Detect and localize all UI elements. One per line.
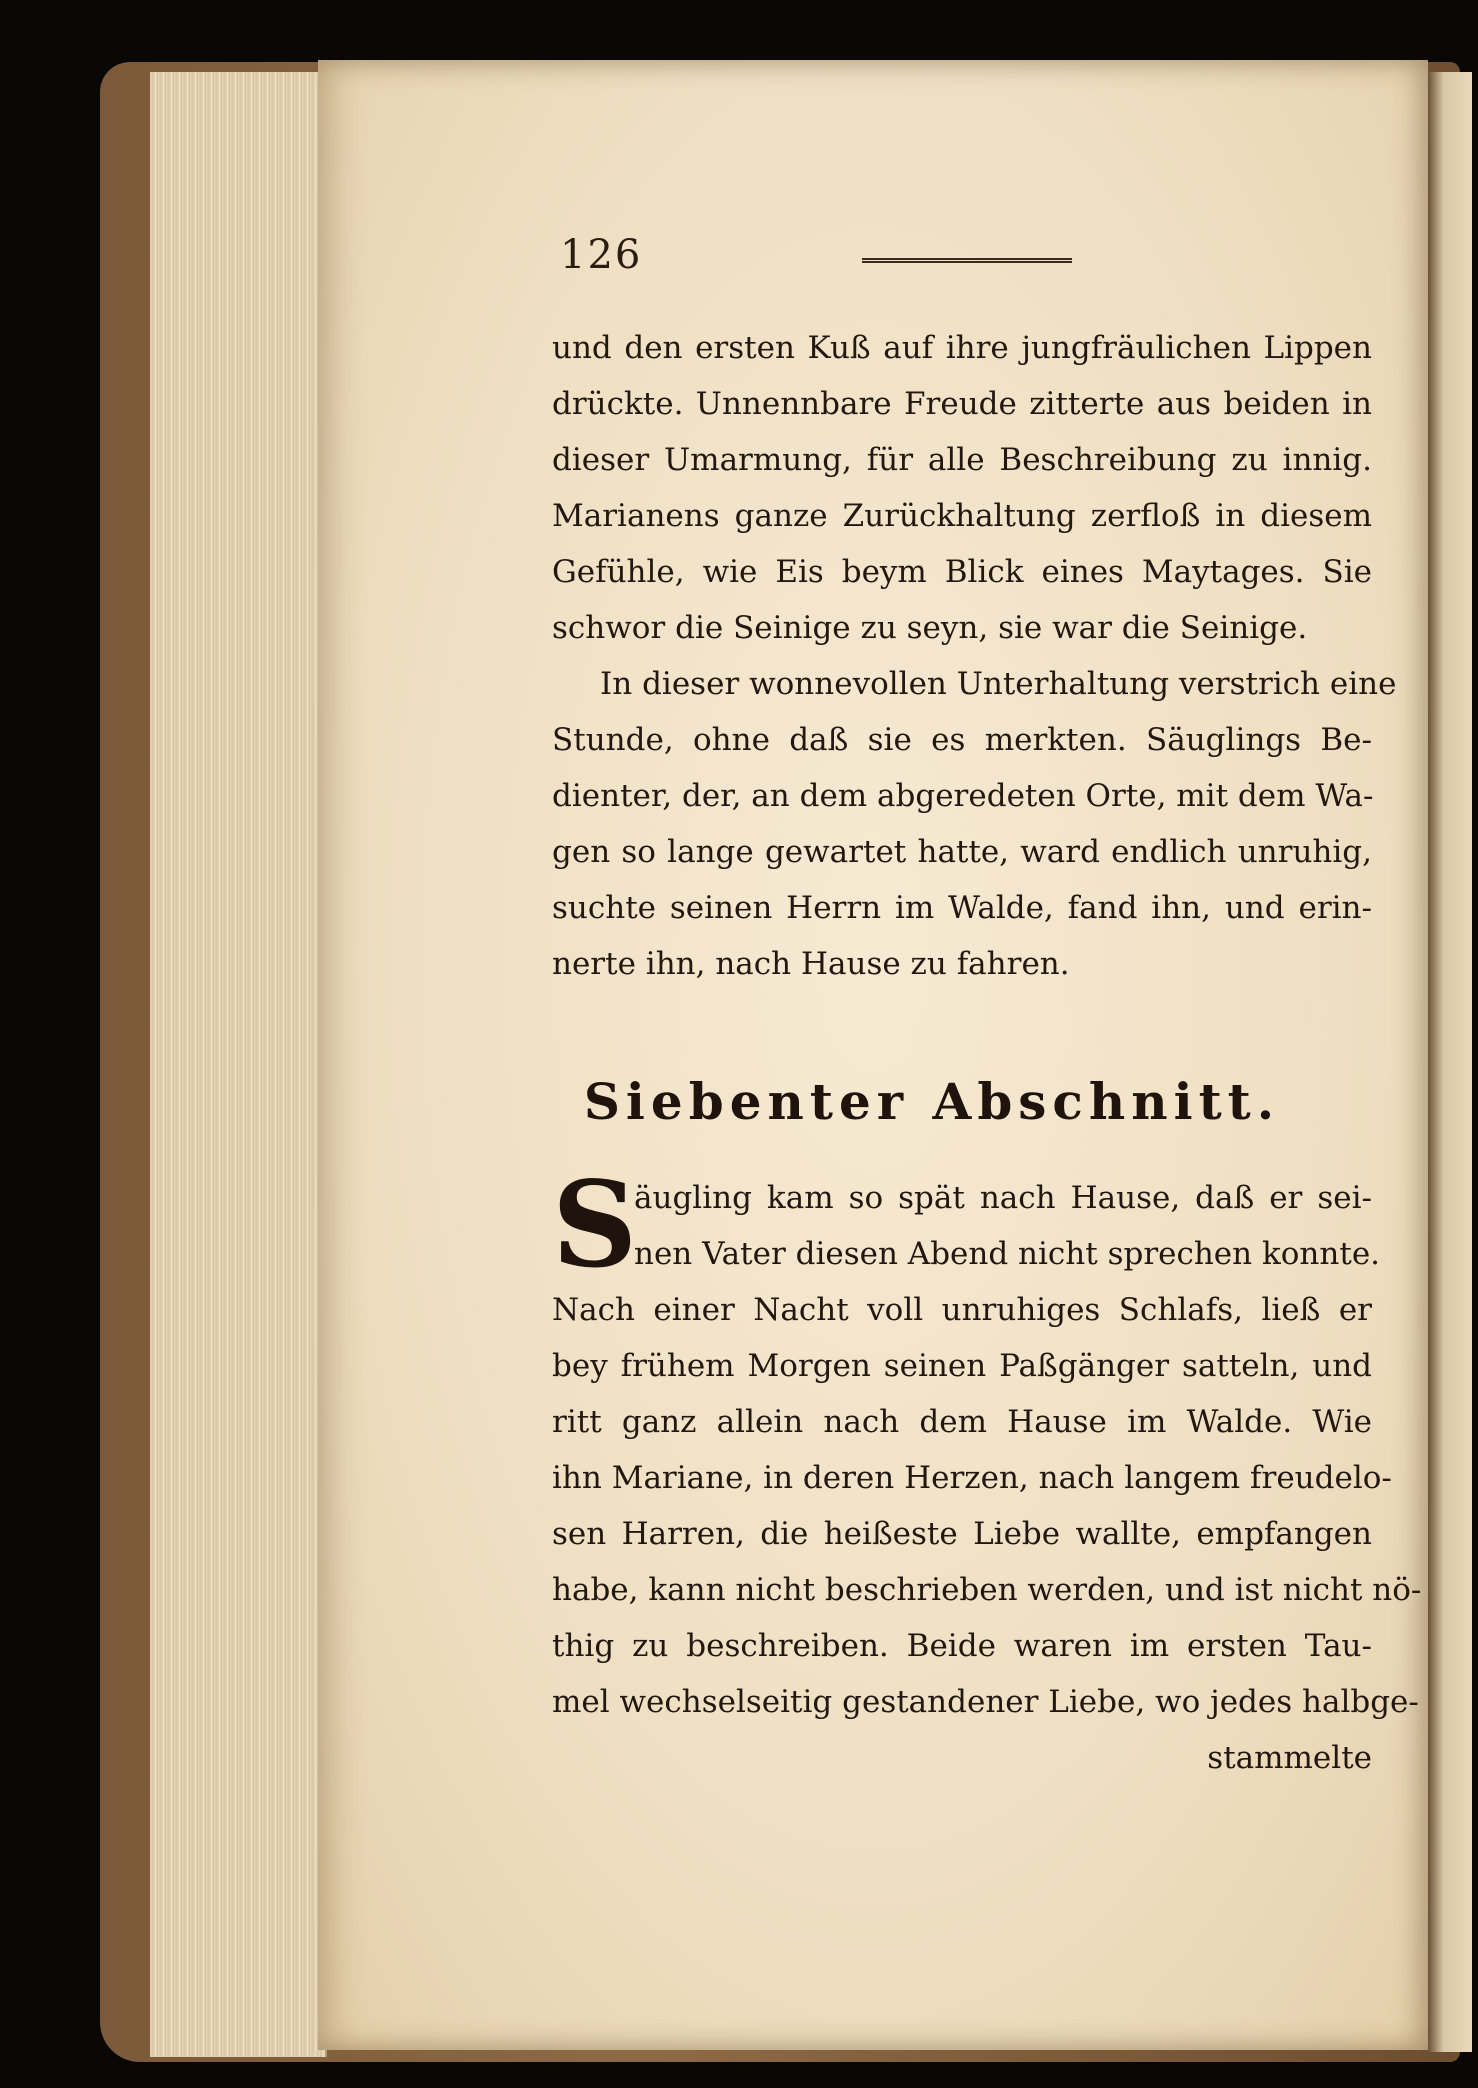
facing-page-edge bbox=[1428, 72, 1472, 2052]
drop-cap: S bbox=[552, 1155, 638, 1294]
text-line: thig zu beschreiben. Beide waren im ersten Tau- bbox=[552, 1628, 1372, 1664]
section-heading: Siebenter Abschnitt. bbox=[583, 1072, 1281, 1131]
page-number: 126 bbox=[560, 232, 643, 278]
text-line: und den ersten Kuß auf ihre jungfräulichen Lippen bbox=[552, 330, 1372, 366]
text-line: äugling kam so spät nach Hause, daß er sei- bbox=[634, 1180, 1372, 1216]
text-line: dieser Umarmung, für alle Beschreibung zu innig. bbox=[552, 442, 1372, 478]
header-rule bbox=[862, 258, 1072, 263]
text-line: Nach einer Nacht voll unruhiges Schlafs, ließ er bbox=[552, 1292, 1372, 1328]
text-line: gen so lange gewartet hatte, ward endlich unruhig, bbox=[552, 834, 1372, 870]
text-line: Stunde, ohne daß sie es merkten. Säuglings Be- bbox=[552, 722, 1372, 758]
text-line: schwor die Seinige zu seyn, sie war die Seinige. bbox=[552, 610, 1308, 646]
text-line: dienter, der, an dem abgeredeten Orte, mit dem Wa- bbox=[552, 778, 1374, 814]
text-line: nen Vater diesen Abend nicht sprechen konnte. bbox=[634, 1236, 1381, 1272]
text-line: ritt ganz allein nach dem Hause im Walde. Wie bbox=[552, 1404, 1372, 1440]
text-line: sen Harren, die heißeste Liebe wallte, empfangen bbox=[552, 1516, 1372, 1552]
body-text-bottom bbox=[552, 1155, 1422, 1786]
text-line: ihn Mariane, in deren Herzen, nach langem freudelo- bbox=[552, 1460, 1392, 1496]
page-edges bbox=[150, 72, 327, 2057]
body-text-top bbox=[552, 320, 1397, 992]
catchword: stammelte bbox=[1207, 1740, 1372, 1776]
text-line: drückte. Unnennbare Freude zitterte aus beiden in bbox=[552, 386, 1372, 422]
text-line: In dieser wonnevollen Unterhaltung verstrich eine bbox=[600, 666, 1397, 702]
text-line: Marianens ganze Zurückhaltung zerfloß in diesem bbox=[552, 498, 1372, 534]
text-line: suchte seinen Herrn im Walde, fand ihn, und erin- bbox=[552, 890, 1372, 926]
text-line: mel wechselseitig gestandener Liebe, wo jedes halbge- bbox=[552, 1684, 1419, 1720]
text-line: Gefühle, wie Eis beym Blick eines Maytages. Sie bbox=[552, 554, 1372, 590]
text-line: habe, kann nicht beschrieben werden, und ist nicht nö- bbox=[552, 1572, 1422, 1608]
text-line: bey frühem Morgen seinen Paßgänger satteln, und bbox=[552, 1348, 1372, 1384]
text-line: nerte ihn, nach Hause zu fahren. bbox=[552, 946, 1070, 982]
